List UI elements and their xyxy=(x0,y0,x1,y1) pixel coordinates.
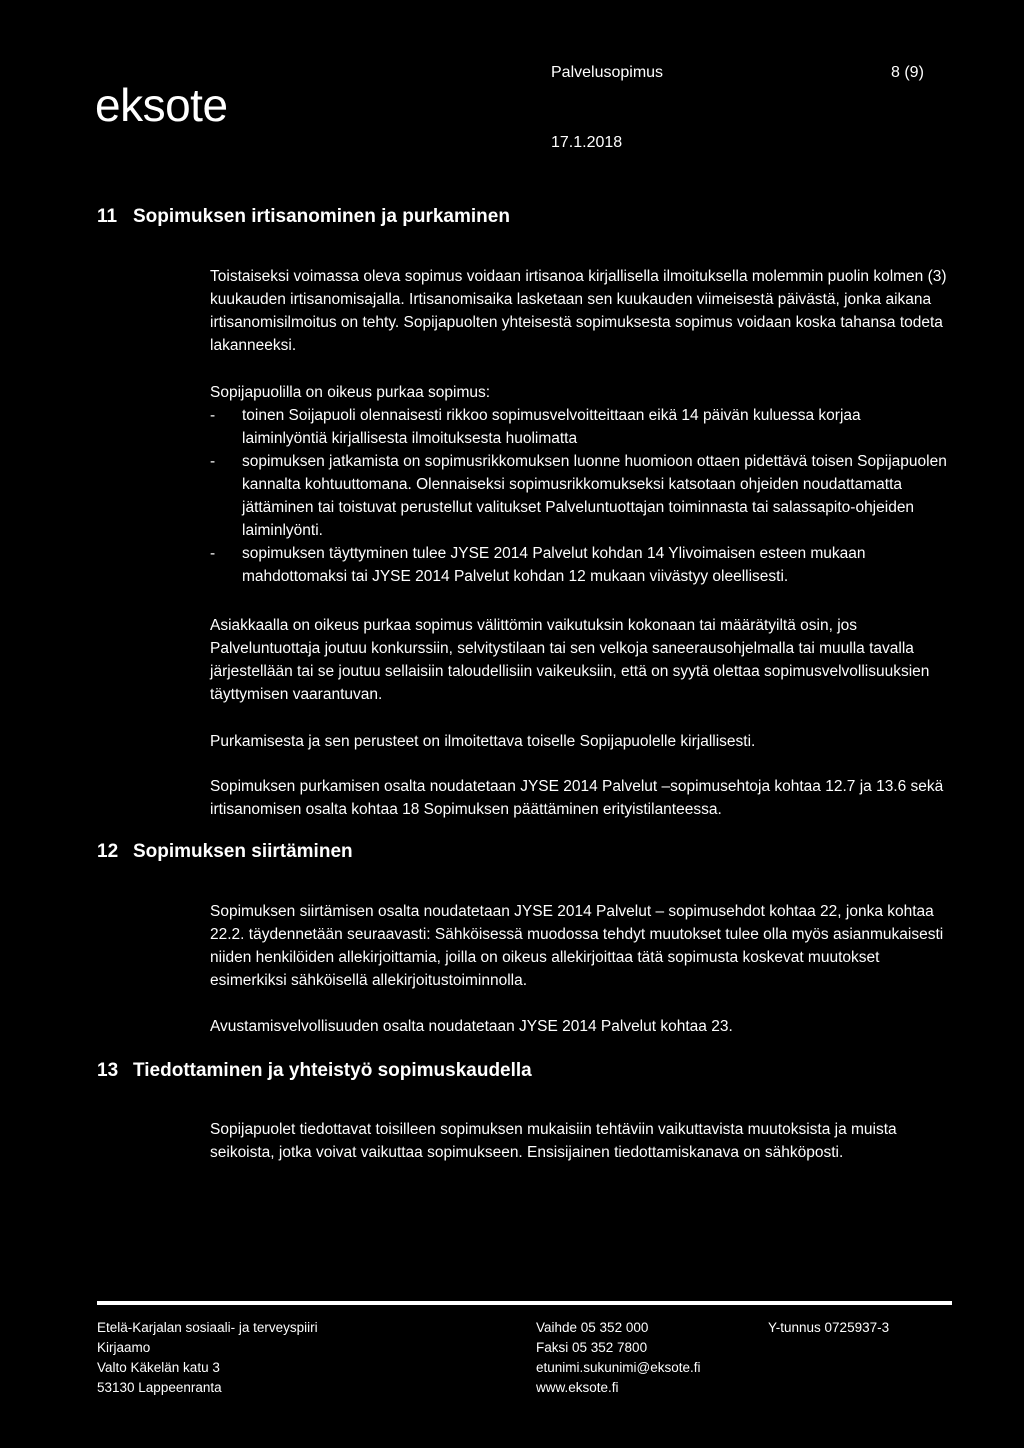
footer-line: Valto Käkelän katu 3 xyxy=(97,1360,220,1375)
footer-line: Etelä-Karjalan sosiaali- ja terveyspiiri xyxy=(97,1320,318,1335)
eksote-logo: eksote xyxy=(95,79,228,131)
footer-phone: Vaihde 05 352 000 xyxy=(536,1320,649,1335)
section-12-heading xyxy=(97,841,353,863)
section-11-paragraph-3: Asiakkaalla on oikeus purkaa sopimus välittömin vaikutuksin kokonaan tai määrätyiltä osin, jos Palveluntuottaja joutuu konkurssiin, selvitystilaan tai sen velkoja saneerausohjelmalla tai muulla tavalla järjestellään tai se joutuu sellaisiin taloudellisiin vaikeuksiin, että on syytä olettaa sopimusvelvollisuuksien täyttymisen vaarantuvan. xyxy=(210,617,930,703)
section-13-paragraph-1: Sopijapuolet tiedottavat toisilleen sopimuksen mukaisiin tehtäviin vaikuttavista muutoksista ja muista seikoista, jotka voivat vaikuttaa sopimukseen. Ensisijainen tiedottamiskanava on sähköposti. xyxy=(210,1121,897,1161)
document-title: Palvelusopimus xyxy=(551,64,664,81)
footer-website: www.eksote.fi xyxy=(536,1380,619,1395)
footer-line: 53130 Lappeenranta xyxy=(97,1380,222,1395)
list-item: - sopimuksen jatkamista on sopimusrikkomuksen luonne huomioon ottaen pidettävä toisen Sopijapuolen kannalta kohtuuttomana. Olennaiseksi sopimusrikkomukseksi katsotaan ohjeiden noudattamatta jättäminen tai toistuvat perustellut valitukset Palveluntuottajan toiminnasta tai salassapito-ohjeiden laiminlyönti. xyxy=(210,450,950,542)
list-item: - sopimuksen täyttyminen tulee JYSE 2014 Palvelut kohdan 14 Ylivoimaisen esteen mukaan mahdottomaksi tai JYSE 2014 Palvelut kohdan 12 mukaan viivästyy oleellisesti. xyxy=(210,542,950,588)
footer-email: etunimi.sukunimi@eksote.fi xyxy=(536,1360,701,1375)
section-11-paragraph-5: Sopimuksen purkamisen osalta noudatetaan JYSE 2014 Palvelut –sopimusehtoja kohtaa 12.7 ja 13.6 sekä irtisanomisen osalta kohtaa 18 Sopimuksen päättäminen erityistilanteessa. xyxy=(210,778,944,818)
section-number: 13 xyxy=(97,1060,119,1081)
footer-line: Y-tunnus 0725937-3 xyxy=(768,1320,890,1335)
section-11-heading xyxy=(97,206,510,228)
list-item: - toinen Soijapuoli olennaisesti rikkoo sopimusvelvoitteittaan eikä 14 päivän kuluessa korjaa laiminlyöntiä kirjallisesta ilmoituksesta huolimatta xyxy=(210,404,950,450)
section-11-paragraph-1: Toistaiseksi voimassa oleva sopimus voidaan irtisanoa kirjallisella ilmoituksella molemmin puolin kolmen (3) kuukauden irtisanomisajalla. Irtisanomisaika lasketaan sen kuukauden viimeisestä päivästä, jonka aikana irtisanomisilmoitus on tehty. Sopijapuolten yhteisestä sopimuksesta sopimus voidaan koska tahansa todeta lakanneeksi. xyxy=(210,268,947,354)
section-number: 12 xyxy=(97,841,119,862)
section-title: Tiedottaminen ja yhteistyö sopimuskaudella xyxy=(133,1060,532,1081)
footer-fax: Faksi 05 352 7800 xyxy=(536,1340,648,1355)
section-12-paragraph-2: Avustamisvelvollisuuden osalta noudatetaan JYSE 2014 Palvelut kohtaa 23. xyxy=(210,1018,733,1035)
section-11-termination-list xyxy=(210,381,950,588)
page-number: 8 (9) xyxy=(891,64,924,81)
section-12-paragraph-1: Sopimuksen siirtämisen osalta noudatetaan JYSE 2014 Palvelut – sopimusehdot kohtaa 22, jonka kohtaa 22.2. täydennetään seuraavasti: Sähköisessä muodossa tehdyt muutokset tulee olla myös asianmukaisesti niiden henkilöiden allekirjoittamia, joilla on oikeus allekirjoittaa tätä sopimusta koskevat muutokset esimerkiksi sähköisellä allekirjoitustoiminnolla. xyxy=(210,903,944,989)
section-title: Sopimuksen siirtäminen xyxy=(133,841,353,862)
section-title: Sopimuksen irtisanominen ja purkaminen xyxy=(133,206,510,227)
list-intro: Sopijapuolilla on oikeus purkaa sopimus: xyxy=(210,384,491,401)
footer-line: Kirjaamo xyxy=(97,1340,151,1355)
document-date: 17.1.2018 xyxy=(551,134,623,151)
section-13-heading xyxy=(97,1060,532,1082)
footer-business-id xyxy=(768,1318,889,1338)
section-11-paragraph-4: Purkamisesta ja sen perusteet on ilmoitettava toiselle Sopijapuolelle kirjallisesti. xyxy=(210,733,756,750)
bullet-list xyxy=(210,404,950,588)
footer-address xyxy=(97,1318,318,1398)
footer-divider xyxy=(97,1301,952,1305)
footer-contact xyxy=(536,1318,701,1398)
section-number: 11 xyxy=(97,206,118,227)
